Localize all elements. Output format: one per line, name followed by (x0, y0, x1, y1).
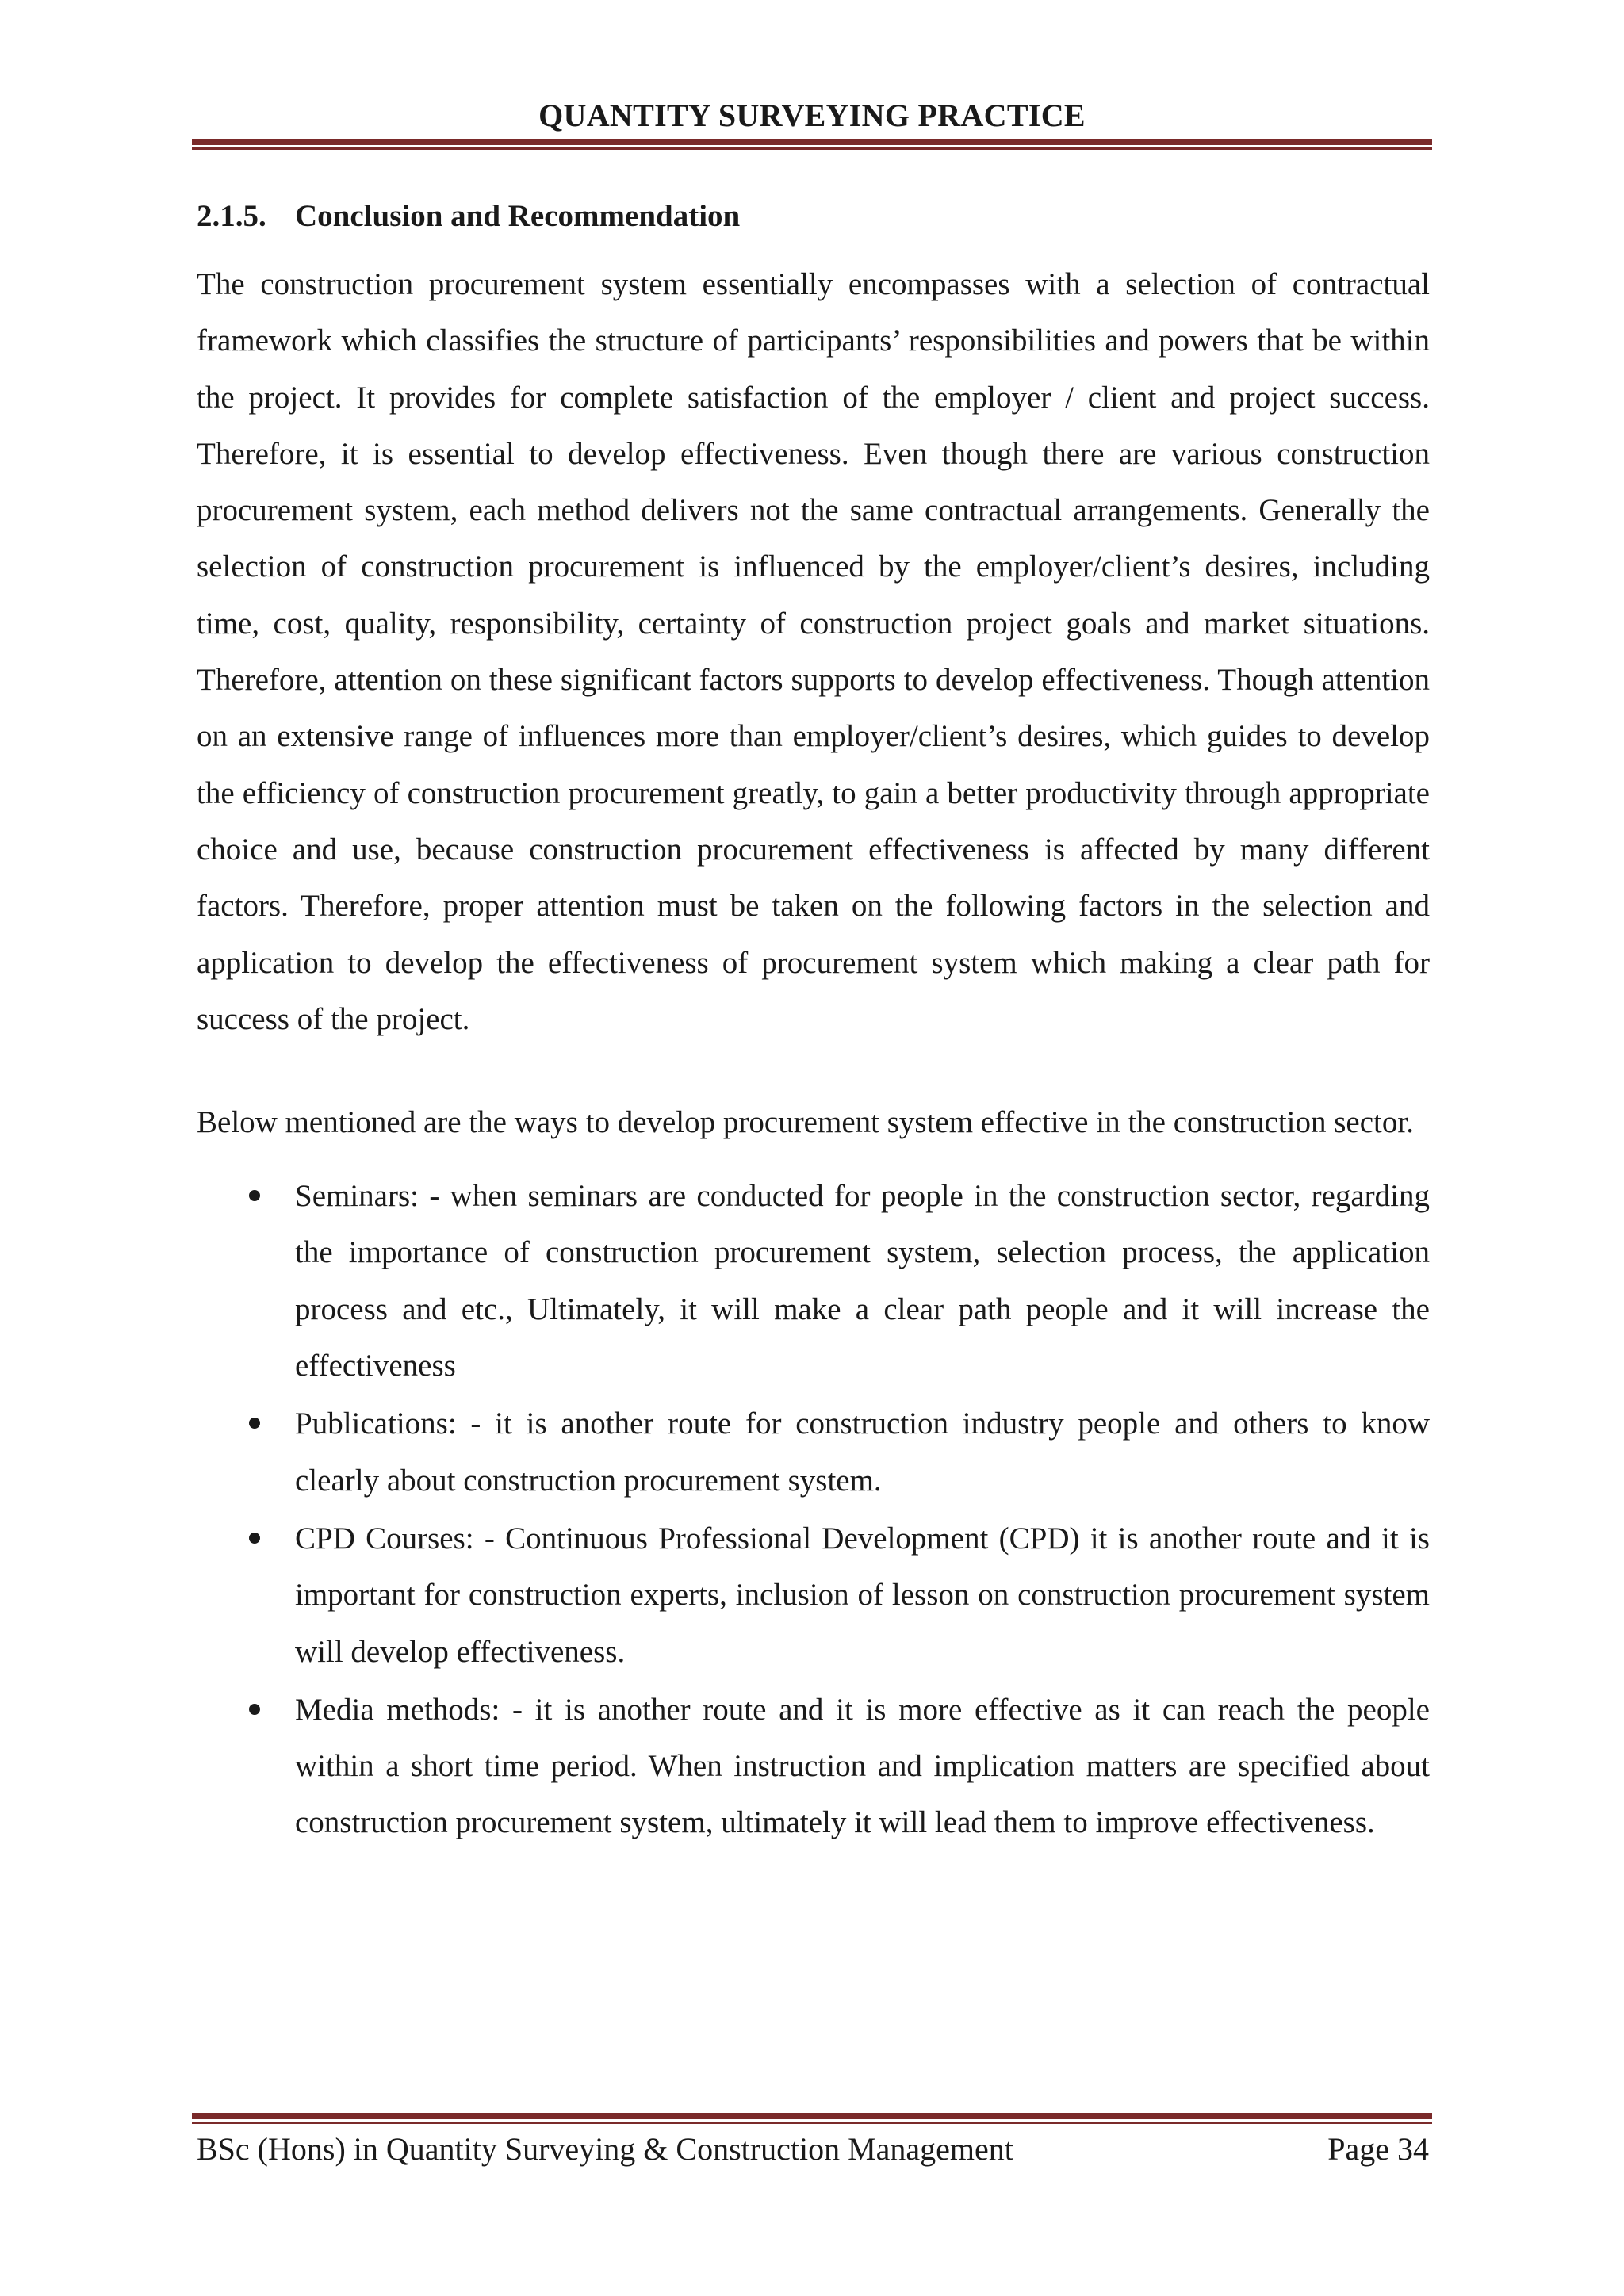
header-rule-thick (192, 139, 1432, 145)
list-item-text: Publications: - it is another route for construction industry people and others to know clearly about construction procurement system. (295, 1406, 1430, 1498)
header-rule-thin (192, 147, 1432, 150)
bullet-icon (249, 1418, 260, 1429)
page-number: Page 34 (1327, 2131, 1429, 2167)
footer-rule (192, 2113, 1432, 2124)
intro-paragraph: Below mentioned are the ways to develop procurement system effective in the construction sector. (197, 1105, 1414, 1140)
header-rule (192, 139, 1432, 150)
recommendation-list (197, 1168, 1430, 1851)
section-title: Conclusion and Recommendation (295, 199, 741, 233)
page-content (197, 194, 1430, 1853)
list-item-cpd-courses (197, 1510, 1430, 1680)
list-item-publications (197, 1395, 1430, 1509)
bullet-icon (249, 1533, 260, 1544)
footer-rule-thin (192, 2122, 1432, 2124)
list-item-text: Media methods: - it is another route and it is more effective as it can reach the people within a short time period. When instruction and implication matters are specified about construction procurement system, ultimately it will lead them to improve effectiveness. (295, 1692, 1430, 1840)
section-heading (197, 194, 1430, 239)
bullet-icon (249, 1704, 260, 1715)
list-item-seminars (197, 1168, 1430, 1394)
footer-course-title: BSc (Hons) in Quantity Surveying & Construction Management (197, 2131, 1013, 2167)
conclusion-paragraph: The construction procurement system essentially encompasses with a selection of contractual framework which classifies the structure of participants’ responsibilities and powers that be within the project. It provides for complete satisfaction of the employer / client and project success. Therefore, it is essential to develop effectiveness. Even though there are various construction procurement system, each method delivers not the same contractual arrangements. Generally the selection of construction procurement is influenced by the employer/client’s desires, including time, cost, quality, responsibility, certainty of construction project goals and market situations. Therefore, attention on these significant factors supports to develop effectiveness. Though attention on an extensive range of influences more than employer/client’s desires, which guides to develop the efficiency of construction procurement greatly, to gain a better productivity through appropriate choice and use, because construction procurement effectiveness is affected by many different factors. Therefore, proper attention must be taken on the following factors in the selection and application to develop the effectiveness of procurement system which making a clear path for success of the project. (197, 267, 1430, 1036)
footer-rule-thick (192, 2113, 1432, 2119)
page-header-title: QUANTITY SURVEYING PRACTICE (538, 98, 1086, 133)
section-number: 2.1.5. (197, 199, 266, 233)
bullet-icon (249, 1190, 260, 1201)
list-item-text: CPD Courses: - Continuous Professional Development (CPD) it is another route and it is important for construction experts, inclusion of lesson on construction procurement system will develop effectiveness. (295, 1521, 1430, 1669)
list-item-text: Seminars: - when seminars are conducted for people in the construction sector, regarding the importance of construction procurement system, selection process, the application process and etc., Ultimately, it will make a clear path people and it will increase the effectiveness (295, 1179, 1430, 1383)
list-item-media-methods (197, 1682, 1430, 1851)
